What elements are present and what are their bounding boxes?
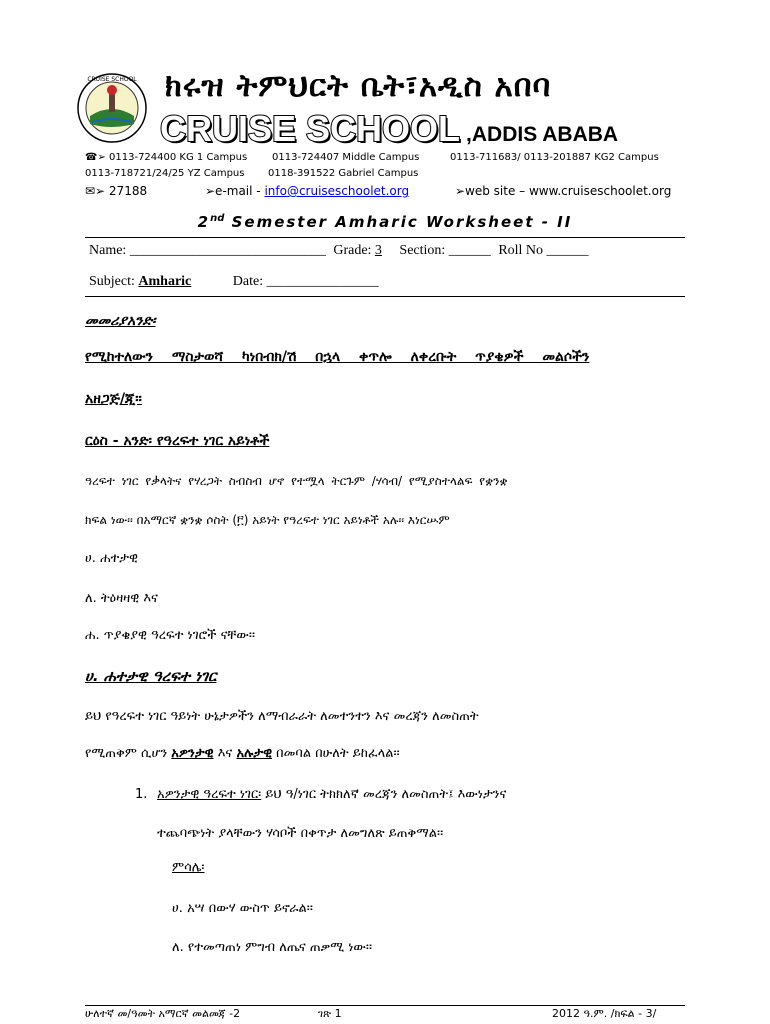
worksheet-title-text: Semester Amharic Worksheet - II	[224, 213, 573, 231]
footer-left: ሁለተኛ መ/ዓመት አማርኛ መልመጃ -2	[85, 1007, 241, 1020]
footer-divider	[85, 1005, 685, 1006]
school-city: ,ADDIS ABABA	[466, 123, 619, 146]
website[interactable]: ➢web site – www.cruiseschoolet.org	[455, 184, 672, 198]
para2-text-e: በመባል በሁለት ይከፈላል፡፡	[272, 746, 400, 761]
item-1-line-1	[157, 787, 506, 802]
footer-right: 2012 ዓ.ም. /ክፍል - 3/	[552, 1007, 657, 1020]
phone-yz: 0113-718721/24/25 YZ Campus	[85, 168, 245, 179]
school-name: CRUISE SCHOOL	[160, 108, 461, 149]
item-1-text: ይህ ዓ/ነገር ትክክለኛ መረጃን ለመስጠት፤ እውነታንና	[261, 787, 507, 802]
subject-value: Amharic	[138, 274, 192, 289]
section-heading: ሀ. ሐተታዊ ዓረፍተ ነገር	[85, 667, 217, 685]
subject-label: Subject:	[89, 274, 139, 289]
email-line	[205, 184, 409, 198]
item-1-line-2: ተጨባጭነት ያላቸውን ሃሳቦች በቀጥታ ለመግለጽ ይጠቅማል፡፡	[157, 826, 444, 841]
info-row-2	[89, 274, 379, 290]
paragraph-1-line-1: ዓረፍተ ነገር የቃላትና የሃረጋት ስብስብ ሆኖ የተሟላ ትርጉም /ሃሳብ/ የሚያስተላልፍ የቋንቋ	[85, 474, 508, 488]
negative-term: አሉታዊ	[236, 746, 273, 761]
example-2: ለ. የተመጣጠነ ምግብ ለጤና ጠቃሚ ነው፡፡	[172, 940, 373, 955]
phone-gabriel: 0118-391522 Gabriel Campus	[268, 168, 419, 179]
paragraph-2-line-1: ይህ የዓረፍተ ነገር ዓይነት ሁኔታዎችን ለማብራራት ለመተንተን እና መረጃን ለመስጠት	[85, 709, 479, 724]
paragraph-1-line-2: ክፍል ነው፡፡ በአማርኛ ቋንቋ ሶስት (፫) አይነት የዓረፍተ ነገር አይነቶች አሉ፡፡ እነርሡም	[85, 513, 450, 527]
phone-middle: 0113-724407 Middle Campus	[272, 152, 420, 163]
email-link[interactable]: info@cruiseschoolet.org	[264, 184, 410, 198]
item-1-title: አዎንታዊ ዓረፍተ ነገር፡	[157, 787, 262, 802]
student-info-box	[85, 237, 685, 297]
item-1-number: 1.	[135, 787, 148, 802]
date-field[interactable]: Date: ________________	[232, 274, 379, 289]
type-item-3: ሐ. ጥያቄያዊ ዓረፍተ ነገሮች ናቸው፡፡	[85, 628, 256, 643]
positive-term: አዎንታዊ	[171, 746, 214, 761]
po-box: ✉➢ 27188	[85, 184, 148, 198]
logo-text: CRUISE SCHOOL	[87, 76, 137, 83]
name-field[interactable]: Name: ____________________________	[89, 243, 326, 258]
para2-text-c: እና	[213, 746, 237, 761]
grade-value: 3	[374, 243, 382, 258]
worksheet-title-number: 2	[197, 213, 211, 231]
school-title-amharic: ክሩዝ ትምህርት ቤት፣አዲስ አበባ	[165, 68, 552, 104]
topic-heading: ርዕስ - አንድ፡ የዓረፍተ ነገር አይነቶች	[85, 433, 270, 449]
para2-text-a: የሚጠቅም ሲሆን	[85, 746, 172, 761]
type-item-2: ለ. ትዕዛዛዊ እና	[85, 591, 158, 606]
school-title-english	[160, 108, 618, 150]
example-1: ሀ. አሣ በውሃ ውስጥ ይኖራል፡፡	[172, 901, 313, 916]
type-item-1: ሀ. ሐተታዊ	[85, 551, 138, 566]
info-row-1	[89, 243, 589, 259]
example-label: ምሳሌ፡	[172, 860, 205, 875]
paragraph-2-line-2	[85, 746, 400, 761]
worksheet-title	[0, 213, 770, 231]
instruction-line-2: አዘጋጅ/ጂ፡፡	[85, 391, 142, 407]
grade-label: Grade:	[333, 243, 375, 258]
worksheet-title-suffix: nd	[210, 213, 225, 224]
school-logo	[76, 72, 148, 144]
section-field[interactable]: Section: ______	[399, 243, 491, 258]
email-label: ➢e-mail -	[205, 184, 265, 198]
instruction-heading: መመሪያአንድ፡	[85, 313, 156, 329]
roll-field[interactable]: Roll No ______	[498, 243, 589, 258]
phone-kg2: 0113-711683/ 0113-201887 KG2 Campus	[450, 152, 659, 163]
phone-kg1: ☎➢ 0113-724400 KG 1 Campus	[85, 152, 248, 163]
footer-page: ገጽ 1	[318, 1007, 342, 1020]
instruction-line-1: የሚከተለውን ማስታወሻ ካነበብክ/ሽ በኋላ ቀጥሎ ለቀረቡት ጥያቄዎች መልሶችን	[85, 349, 590, 365]
